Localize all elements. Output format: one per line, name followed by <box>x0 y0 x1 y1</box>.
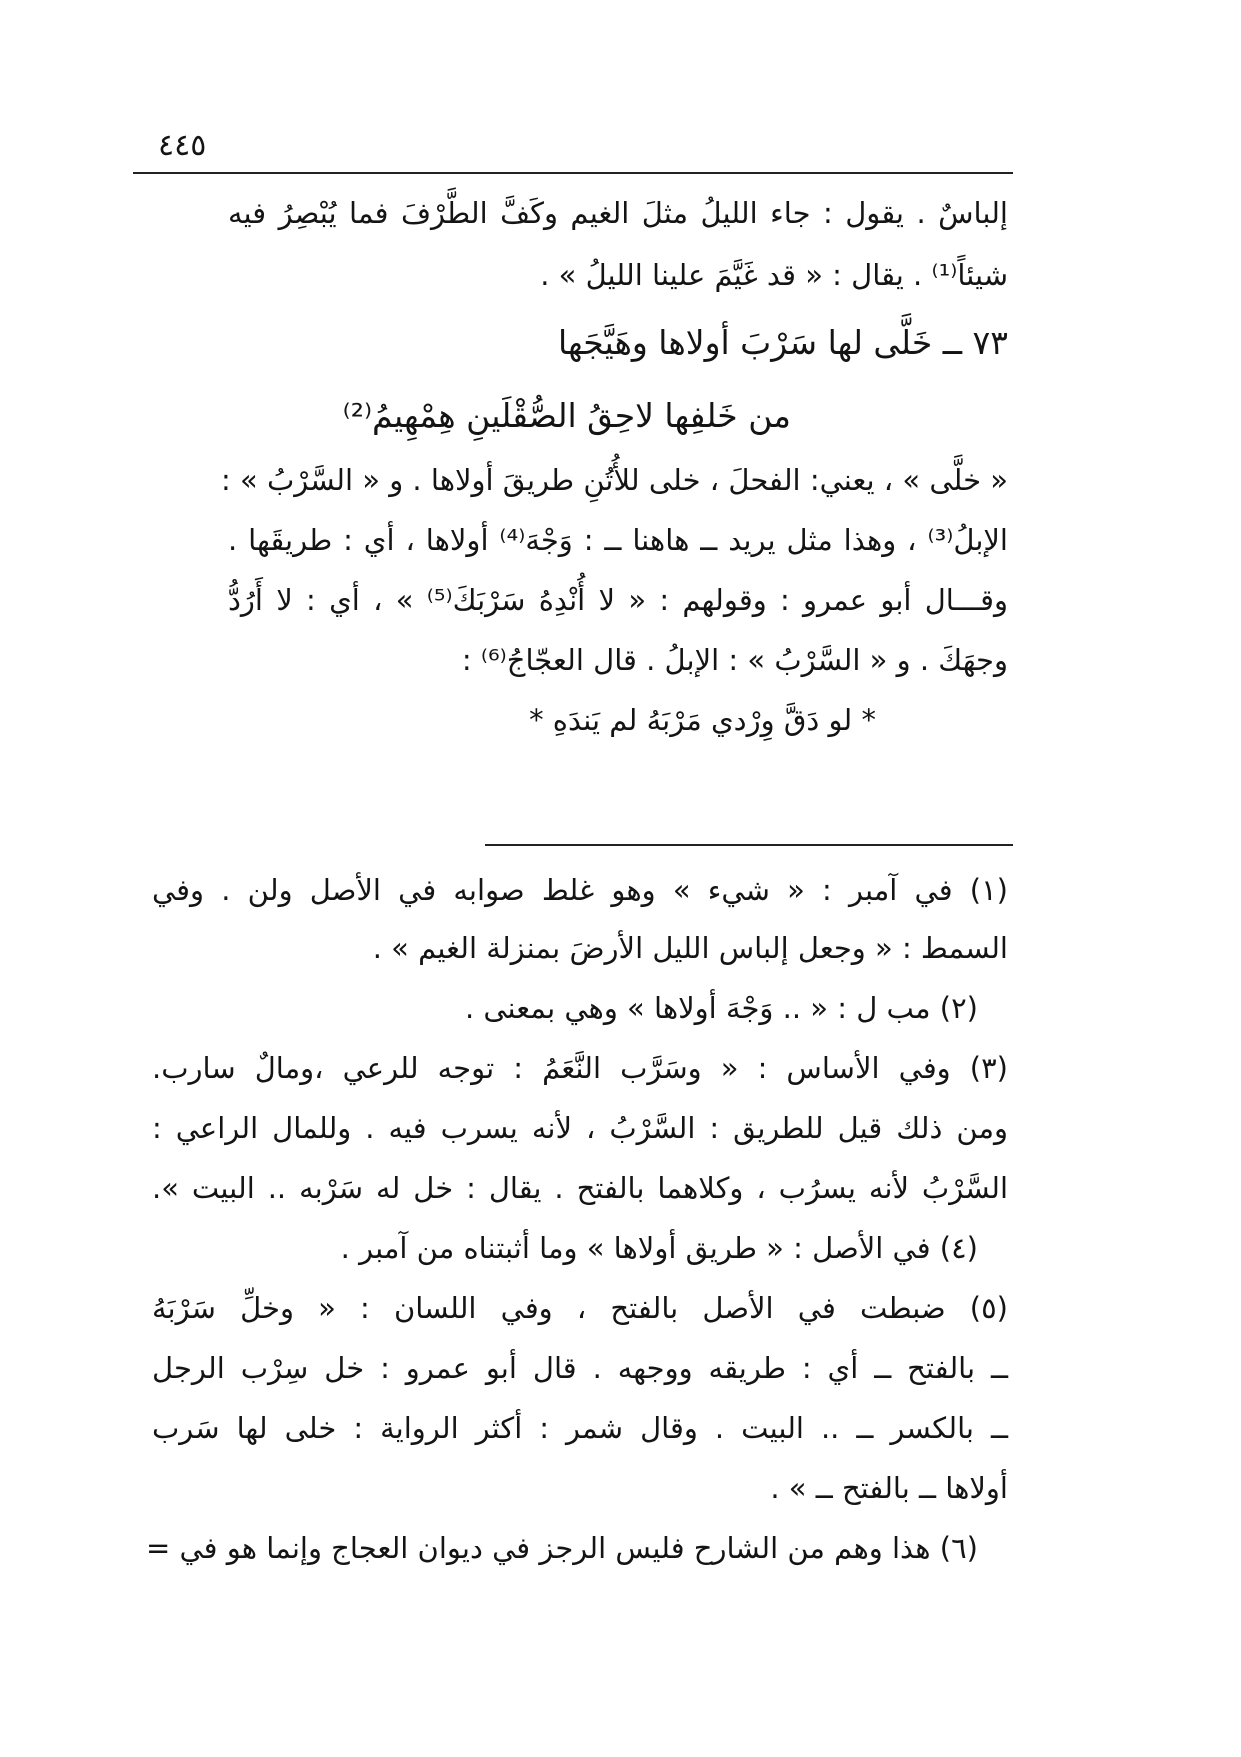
footnote-line-11: أولاها ــ بالفتح ــ » . <box>770 1471 1008 1505</box>
commentary-line-1: « خلَّى » ، يعني: الفحلَ ، خلى للأُتُنِ طريقَ أولاها . و « السَّرْبُ » : <box>221 463 1008 497</box>
verse-first-hemistich: ٧٣ ــ خَلَّى لها سَرْبَ أولاها وهَيَّجَها <box>557 323 1008 362</box>
footnote-line-4: (٣) وفي الأساس : « وسَرَّب النَّعَمُ : توجه للرعي ،ومالٌ سارب. <box>152 1051 1008 1085</box>
body-line-2: شيئاً⁽¹⁾ . يقال : « قد غَيَّمَ علينا الليلُ » . <box>540 258 1008 292</box>
footnote-line-5: ومن ذلك قيل للطريق : السَّرْبُ ، لأنه يسرب فيه . وللمال الراعي : <box>152 1111 1008 1145</box>
header-rule <box>133 172 1013 174</box>
verse-second-hemistich: من خَلفِها لاحِقُ الصُّقْلَينِ هِمْهِيمُ⁽²⁾ <box>342 396 791 435</box>
footnote-line-8: (٥) ضبطت في الأصل بالفتح ، وفي اللسان : « وخلِّ سَرْبَهُ <box>152 1291 1008 1325</box>
commentary-quote-line: * لو دَقَّ وِرْدي مَرْبَهُ لم يَندَهِ * <box>529 703 876 737</box>
footnote-line-2: السمط : « وجعل إلباس الليل الأرضَ بمنزلة الغيم » . <box>372 931 1008 965</box>
footnote-separator <box>485 844 1013 846</box>
page-number: ٤٤٥ <box>158 128 207 163</box>
commentary-line-2: الإبلُ⁽³⁾ ، وهذا مثل يريد ــ هاهنا ــ : وَجْهَ⁽⁴⁾ أولاها ، أي : طريقَها . <box>228 523 1008 557</box>
commentary-line-4: وجهَكَ . و « السَّرْبُ » : الإبلُ . قال العجّاجُ⁽⁶⁾ : <box>461 643 1008 677</box>
footnote-line-1: (١) في آمبر : « شيء » وهو غلط صوابه في الأصل ولن . وفي <box>152 873 1008 907</box>
footnote-line-12: (٦) هذا وهم من الشارح فليس الرجز في ديوان العجاج وإنما هو في = <box>145 1531 978 1565</box>
body-line-1: إلباسٌ . يقول : جاء الليلُ مثلَ الغيم وكَفَّ الطَّرْفَ فما يُبْصِرُ فيه <box>228 196 1008 230</box>
commentary-line-3: وقـــال أبو عمرو : وقولهم : « لا أُنْدِهُ سَرْبَكَ⁽⁵⁾ » ، أي : لا أَرُدُّ <box>228 583 1008 617</box>
footnote-line-6: السَّرْبُ لأنه يسرُب ، وكلاهما بالفتح . يقال : خل له سَرْبه .. البيت ». <box>152 1171 1008 1205</box>
footnote-line-3: (٢) مب ل : « .. وَجْهَ أولاها » وهي بمعنى . <box>464 991 978 1025</box>
footnote-line-10: ــ بالكسر ــ .. البيت . وقال شمر : أكثر الرواية : خلى لها سَرب <box>152 1411 1008 1445</box>
footnote-line-9: ــ بالفتح ــ أي : طريقه ووجهه . قال أبو عمرو : خل سِرْب الرجل <box>152 1351 1008 1385</box>
footnote-line-7: (٤) في الأصل : « طريق أولاها » وما أثبتناه من آمبر . <box>340 1231 978 1265</box>
